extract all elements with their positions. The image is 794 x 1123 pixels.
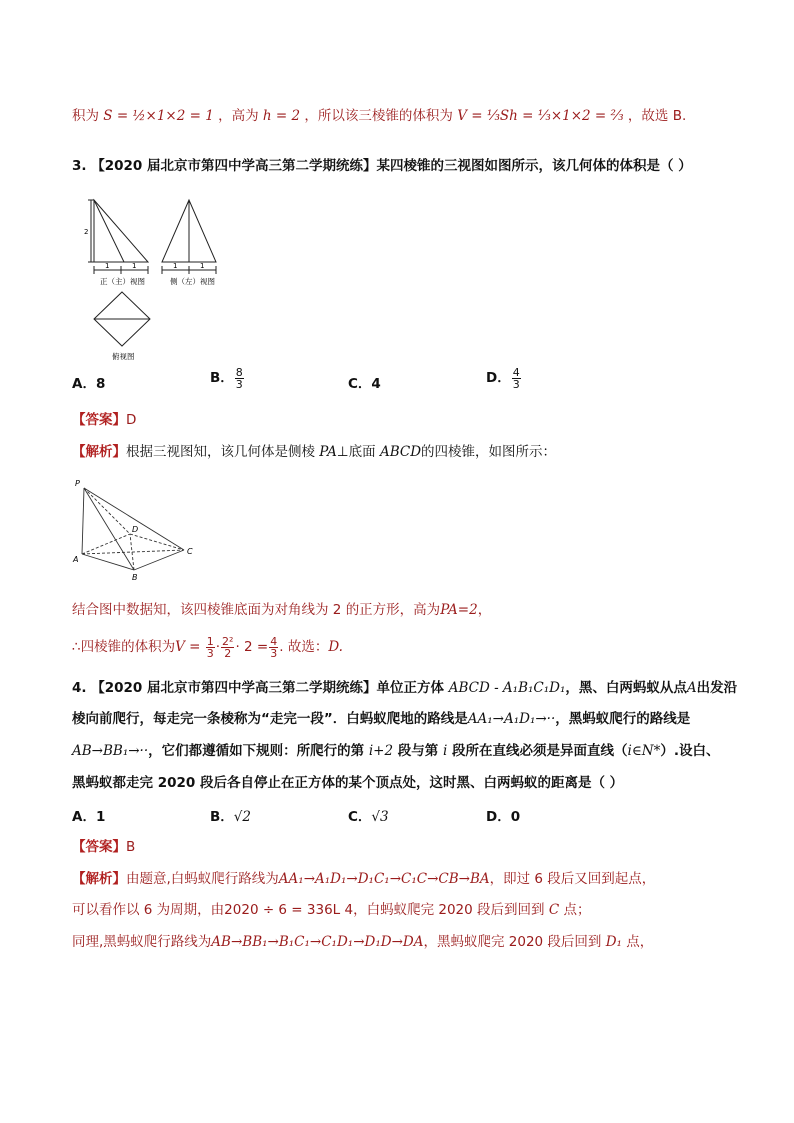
q4-an2a: 可以看作以 6 为周期，由 — [72, 902, 225, 918]
q2-volume-formula: V = ⅓Sh = ⅓×1×2 = ⅔ — [457, 108, 624, 124]
q4-option-b-val: √2 — [233, 809, 251, 825]
q4-stem-line1 — [72, 678, 754, 698]
front-view — [88, 200, 148, 274]
q4-stem-line2 — [72, 709, 754, 729]
q3-option-b-frac — [235, 367, 244, 390]
q3-analysis-label: 【解析】 — [72, 444, 126, 460]
q4-answer-line — [72, 837, 754, 857]
top-view — [94, 292, 150, 346]
q4-analysis-line1 — [72, 869, 754, 889]
q3-option-d-den: 3 — [512, 377, 520, 391]
q3-analysis-1c: ⊥底面 — [336, 444, 376, 460]
q4-line3d: 段与第 — [397, 743, 439, 759]
q4-line2c: ，黑蚂蚁爬行的路线是 — [555, 711, 691, 727]
side-dim-1d: 1 — [200, 262, 205, 270]
front-dim-1b: 1 — [132, 262, 137, 270]
q3-frac-two-sq — [221, 636, 234, 659]
q3-stem-text: 某四棱锥的三视图如图所示，该几何体的体积是（ ） — [376, 158, 692, 174]
q4-option-a: A．1 — [72, 809, 106, 825]
q4-line3b: ，它们都遵循如下规则：所爬行的第 — [148, 743, 365, 759]
q3-answer-label: 【答案】 — [72, 412, 126, 428]
q4-an2b: 2020 ÷ 6 = 336L 4 — [224, 902, 354, 918]
q3-stem — [72, 156, 754, 176]
q3-analysis-2d: PA=2 — [440, 602, 478, 618]
q4-line3h: ）.设白、 — [660, 743, 720, 759]
side-view — [162, 200, 216, 274]
q4-line1e: 出发沿 — [696, 680, 738, 696]
front-height-dim: 2 — [84, 228, 89, 236]
q4-an2c: ，白蚂蚁爬完 2020 段后到回到 — [353, 902, 545, 918]
q3-option-d-prefix: D． — [486, 370, 511, 386]
q4-line1d: A — [686, 680, 697, 696]
q4-line3a: AB→BB₁→·· — [72, 743, 149, 759]
q2-text-d: ，故选 B. — [627, 108, 687, 124]
three-view-figure — [80, 192, 250, 362]
front-dim-1a: 1 — [105, 262, 110, 270]
q3-frac-num-4: 4 — [270, 634, 278, 648]
q4-line3g: i∈N* — [627, 743, 661, 759]
q3-frac-num-2sq: 2² — [222, 634, 234, 648]
q3-option-b — [210, 366, 245, 390]
q3-analysis-3j: . 故选： — [279, 639, 329, 655]
q4-line3e: i — [442, 743, 448, 759]
q4-line1a: 单位正方体 — [376, 680, 445, 696]
q4-option-b — [210, 805, 251, 825]
q2-area-formula: S = ½×1×2 = 1 — [103, 108, 214, 124]
q4-an1a: 由题意,白蚂蚁爬行路线为 — [126, 871, 279, 887]
q4-option-d: D．0 — [486, 809, 521, 825]
q4-stem-line4 — [72, 773, 754, 793]
q3-option-a: A．8 — [72, 376, 106, 392]
q4-an1c: ，即过 6 段后又回到起点， — [489, 871, 656, 887]
q4-number: 4. — [72, 680, 87, 696]
q4-stem-line3 — [72, 741, 754, 761]
q3-analysis-3b: V = — [175, 639, 205, 655]
q4-an3b: AB→BB₁→B₁C₁→C₁D₁→D₁D→DA — [211, 934, 424, 950]
side-dim-1c: 1 — [173, 262, 178, 270]
q4-option-b-prefix: B． — [210, 809, 234, 825]
q3-analysis-3a: ∴四棱锥的体积为 — [72, 639, 176, 655]
q4-option-c-prefix: C． — [348, 809, 372, 825]
pyramid-label-p: P — [75, 479, 80, 488]
q4-an3e: 点， — [626, 934, 654, 950]
q4-line4: 黑蚂蚁都走完 2020 段后各自停止在正方体的某个顶点处，这时黑、白两蚂蚁的距离是（ ） — [72, 775, 624, 791]
q3-option-b-den: 3 — [235, 377, 243, 391]
pyramid-label-b: B — [132, 573, 138, 582]
q3-analysis-1b: PA — [319, 444, 337, 460]
q3-answer-line — [72, 410, 754, 430]
pyramid-label-a: A — [73, 555, 79, 564]
q4-an3d: D₁ — [605, 934, 622, 950]
q3-analysis-2a: 结合图中数据知，该四棱锥底面为对角线为 — [72, 602, 329, 618]
q4-an3a: 同理,黑蚂蚁爬行路线为 — [72, 934, 212, 950]
pyramid-label-d: D — [132, 525, 139, 534]
q3-analysis-2b: 2 — [332, 602, 342, 618]
q4-an1b: AA₁→A₁D₁→D₁C₁→C₁C→CB→BA — [278, 871, 490, 887]
q3-analysis-2e: ， — [477, 602, 492, 618]
q3-analysis-line1 — [72, 442, 754, 462]
q3-source: 【2020 届北京市第四中学高三第二学期统练】 — [91, 158, 377, 174]
q4-line3f: 段所在直线必须是异面直线（ — [452, 743, 628, 759]
top-view-label: 俯视图 — [112, 352, 135, 361]
q3-frac-den-2: 2 — [224, 646, 232, 660]
q4-line2b: AA₁→A₁D₁→·· — [467, 711, 556, 727]
q4-option-c-val: √3 — [371, 809, 389, 825]
q3-frac-den-3b: 3 — [270, 646, 278, 660]
q4-an2d: C — [548, 902, 560, 918]
q4-source: 【2020 届北京市第四中学高三第二学期统练】 — [91, 680, 377, 696]
q3-analysis-1d: ABCD — [379, 444, 422, 460]
q4-line1c: ，黑、白两蚂蚁从点 — [565, 680, 687, 696]
q2-tail-line — [72, 106, 754, 126]
q3-frac-four-third — [269, 636, 278, 659]
q2-text-b: ，高为 — [218, 108, 259, 124]
side-view-label: 侧（左）视图 — [170, 277, 215, 286]
q3-frac-den-3: 3 — [206, 646, 214, 660]
q4-line2a: 棱向前爬行，每走完一条棱称为“走完一段”．白蚂蚁爬地的路线是 — [72, 711, 468, 727]
q4-an2e: 点； — [563, 902, 591, 918]
q3-analysis-3g: · 2 = — [235, 639, 269, 655]
q4-answer-value: B — [126, 839, 136, 855]
pyramid-label-c: C — [187, 547, 193, 556]
q3-frac-num-1: 1 — [206, 634, 214, 648]
q4-analysis-line3 — [72, 932, 754, 952]
q4-answer-label: 【答案】 — [72, 839, 126, 855]
q4-option-c — [348, 805, 389, 825]
q3-answer-value: D — [126, 412, 137, 428]
q4-analysis-line2 — [72, 900, 754, 920]
q3-analysis-3k: D. — [328, 639, 343, 655]
q3-number: 3. — [72, 158, 87, 174]
q3-option-d-num: 4 — [512, 365, 520, 379]
q3-option-c: C．4 — [348, 376, 381, 392]
q4-line3c: i+2 — [368, 743, 394, 759]
q3-analysis-line2 — [72, 600, 754, 620]
q3-frac-one-third — [206, 636, 215, 659]
q3-option-b-num: 8 — [235, 365, 243, 379]
q3-analysis-line3: ∴四棱锥的体积为V = $\frac{1}{3}$ · $\frac{\text{2²}}{2}$ · 2 = $\frac{4}{3}$ . 故选：D. — [72, 634, 343, 660]
q4-line1b: ABCD - A₁B₁C₁D₁ — [448, 680, 566, 696]
q3-analysis-1e: 的四棱锥，如图所示： — [421, 444, 557, 460]
q2-height-formula: h = 2 — [262, 108, 301, 124]
q3-option-b-prefix: B． — [210, 370, 234, 386]
q2-text-a: 积为 — [72, 108, 99, 124]
q3-option-d — [486, 366, 522, 390]
q4-an3c: ，黑蚂蚁爬完 2020 段后回到 — [423, 934, 602, 950]
q3-option-d-frac — [512, 367, 521, 390]
pyramid-figure — [72, 476, 202, 584]
q4-analysis-label: 【解析】 — [72, 871, 126, 887]
front-view-label: 正（主）视图 — [100, 277, 145, 286]
q3-analysis-2c: 的正方形，高为 — [345, 602, 441, 618]
q3-analysis-1a: 根据三视图知，该几何体是侧棱 — [126, 444, 315, 460]
q2-text-c: ，所以该三棱锥的体积为 — [304, 108, 453, 124]
